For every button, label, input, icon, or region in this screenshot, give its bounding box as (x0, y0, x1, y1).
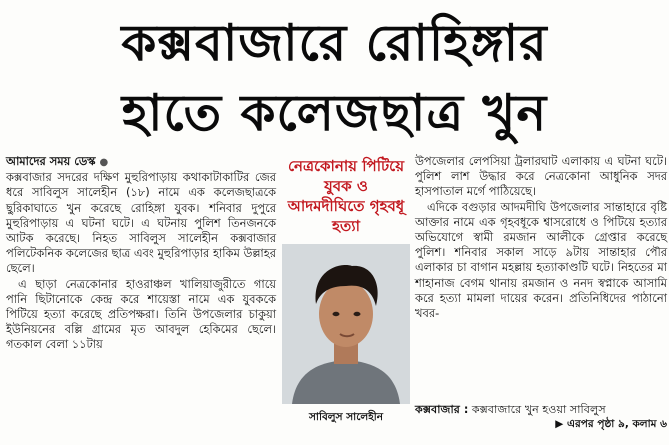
right-column (415, 154, 667, 321)
byline-text: আমাদের সময় ডেস্ক (6, 154, 96, 168)
continuation-label: কক্সবাজার : (415, 403, 469, 416)
article-paragraph-4: এদিকে বগুড়ার আদমদীঘি উপজেলার সান্তাহারে বৃষ্টি আক্তার নামে এক গৃহবধূকে শ্বাসরোধে ও পিটিয়ে হত্যার অভিযোগে স্বামী রমজান আলীকে গ্রেপ্তার করেছে পুলিশ। শনিবার সকাল সাড়ে ৯টায় সান্তাহার পৌর এলাকার চা বাগান মহল্লায় হত্যাকাণ্ডটি ঘটে। নিহতের মা শাহানাজ বেগম থানায় রমজান ও ননদ স্বপ্নাকে আসামি করে হত্যা মামলা দায়ের করেন। প্রতিনিধিদের পাঠানো খবর- (415, 199, 667, 321)
article-paragraph-2: এ ছাড়া নেত্রকোনার হাওরাঞ্চল খালিয়াজুরীতে গায়ে পানি ছিটানোকে কেন্দ্র করে শায়েস্তা নামে এক যুবককে পিটিয়ে হত্যা করেছে প্রতিপক্ষরা। তিনি উপজেলার চাকুয়া ইউনিয়নের বল্লি গ্রামের মৃত আবদুল হেকিমের ছেলে। গতকাল বেলা ১১টায় (6, 276, 276, 352)
portrait-image (282, 244, 410, 404)
article-paragraph-1: কক্সবাজার সদরের দক্ষিণ মুহুরিপাড়ায় কথাকাটাকাটির জের ধরে সাবিলুস সালেহীন (১৮) নামে এক কলেজছাত্রকে ছুরিকাঘাতে খুন করেছে রোহিঙ্গা যুবক। শনিবার দুপুরে মুহুরিপাড়ায় এ ঘটনা ঘটে। এ ঘটনায় পুলিশ তিনজনকে আটক করেছে। নিহত সাবিলুস সালেহীন কক্সবাজার পলিটেকনিক কলেজের ছাত্র এবং মুহুরিপাড়ার হাকিম উল্লাহর ছেলে। (6, 170, 276, 276)
continuation-text: কক্সবাজারে খুন হওয়া সাবিলুস (471, 403, 606, 416)
victim-photo (282, 244, 410, 404)
bullet-icon: ● (99, 157, 109, 168)
photo-caption: সাবিলুস সালেহীন (308, 411, 384, 423)
byline (6, 154, 276, 170)
article-paragraph-3: উপজেলার লেপসিয়া ট্রলারঘাট এলাকায় এ ঘটনা ঘটে। পুলিশ লাশ উদ্ধার করে নেত্রকোনা আধুনিক সদর হাসপাতাল মর্গে পাঠিয়েছে। (415, 154, 667, 199)
inset-headline: নেত্রকোনায় পিটিয়ে যুবক ও আদমদীঘিতে গৃহবধূ হত্যা (287, 157, 405, 235)
headline-line-1: কক্সবাজারে রোহিঙ্গার (121, 14, 548, 72)
continuation-block (415, 402, 667, 432)
page-reference: ▶ এরপর পৃষ্ঠা ৯, কলাম ৬ (555, 418, 667, 430)
headline-line-2: হাতে কলেজছাত্র খুন (121, 84, 548, 142)
left-column (6, 154, 276, 353)
